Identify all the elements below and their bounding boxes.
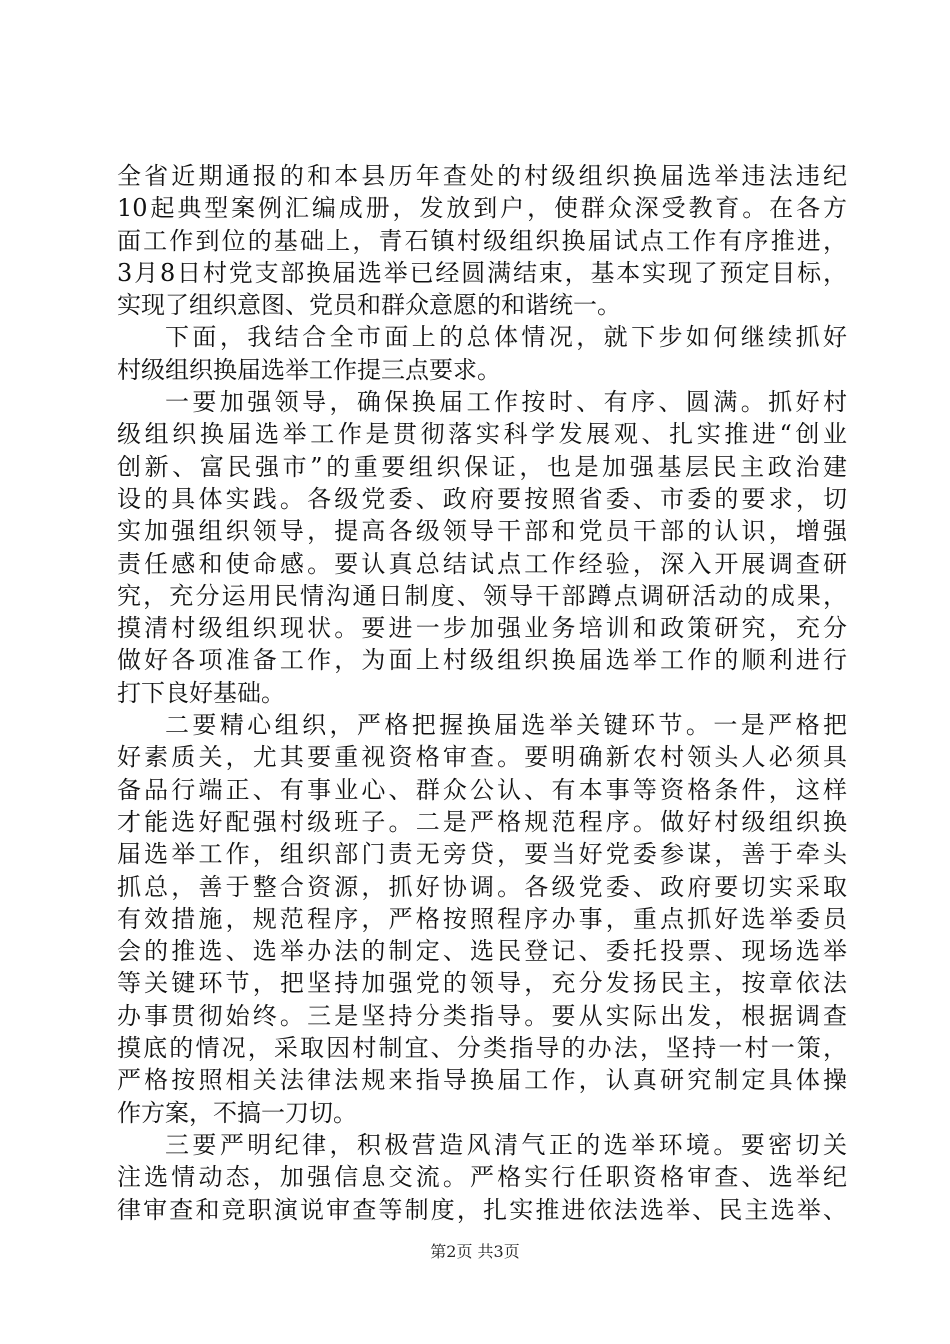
text-line: 才能选好配强村级班子。二是严格规范程序。做好村级组织换 <box>117 807 847 836</box>
text-line: 律审查和竞职演说审查等制度，扎实推进依法选举、民主选举、 <box>117 1195 847 1224</box>
text-line: 抓总，善于整合资源，抓好协调。各级党委、政府要切实采取 <box>117 872 847 901</box>
text-line: 好素质关，尤其要重视资格审查。要明确新农村领头人必须具 <box>117 743 847 772</box>
text-line: 创新、富民强市”的重要组织保证，也是加强基层民主政治建 <box>117 452 847 481</box>
text-line: 实现了组织意图、党员和群众意愿的和谐统一。 <box>117 291 621 320</box>
text-line: 三要严明纪律，积极营造风清气正的选举环境。要密切关 <box>165 1130 847 1159</box>
body-text <box>117 160 847 1226</box>
text-line: 下面，我结合全市面上的总体情况，就下步如何继续抓好 <box>165 323 847 352</box>
page-number: 第2页 共3页 <box>430 1242 520 1261</box>
text-line: 会的推选、选举办法的制定、选民登记、委托投票、现场选举 <box>117 937 847 966</box>
text-line: 3月8日村党支部换届选举已经圆满结束，基本实现了预定目标， <box>117 258 847 287</box>
text-line: 二要精心组织，严格把握换届选举关键环节。一是严格把 <box>165 711 847 740</box>
text-line: 实加强组织领导，提高各级领导干部和党员干部的认识，增强 <box>117 517 847 546</box>
text-line: 级组织换届选举工作是贯彻落实科学发展观、扎实推进“创业 <box>117 420 847 449</box>
text-line: 设的具体实践。各级党委、政府要按照省委、市委的要求，切 <box>117 484 847 513</box>
page-footer <box>0 1242 950 1262</box>
text-line: 全省近期通报的和本县历年查处的村级组织换届选举违法违纪 <box>117 162 847 190</box>
text-line: 有效措施，规范程序，严格按照程序办事，重点抓好选举委员 <box>117 904 847 933</box>
text-line: 10起典型案例汇编成册，发放到户，使群众深受教育。在各方 <box>117 194 847 223</box>
text-line: 办事贯彻始终。三是坚持分类指导。要从实际出发，根据调查 <box>117 1001 847 1030</box>
text-line: 届选举工作，组织部门责无旁贷，要当好党委参谋，善于牵头 <box>117 840 847 869</box>
text-line: 摸底的情况，采取因村制宜、分类指导的办法，坚持一村一策， <box>117 1034 847 1063</box>
text-line: 备品行端正、有事业心、群众公认、有本事等资格条件，这样 <box>117 775 847 804</box>
text-line: 责任感和使命感。要认真总结试点工作经验，深入开展调查研 <box>117 549 847 578</box>
text-line: 村级组织换届选举工作提三点要求。 <box>117 355 501 384</box>
text-line: 究，充分运用民情沟通日制度、领导干部蹲点调研活动的成果， <box>117 581 847 610</box>
text-line: 做好各项准备工作，为面上村级组织换届选举工作的顺利进行 <box>117 646 847 675</box>
text-line: 摸清村级组织现状。要进一步加强业务培训和政策研究，充分 <box>117 614 847 643</box>
text-line: 一要加强领导，确保换届工作按时、有序、圆满。抓好村 <box>165 388 847 417</box>
text-line: 打下良好基础。 <box>117 678 285 707</box>
text-line: 面工作到位的基础上，青石镇村级组织换届试点工作有序推进， <box>117 226 847 255</box>
text-line: 注选情动态，加强信息交流。严格实行任职资格审查、选举纪 <box>117 1163 847 1192</box>
text-line: 等关键环节，把坚持加强党的领导，充分发扬民主，按章依法 <box>117 969 847 998</box>
text-line: 作方案，不搞一刀切。 <box>117 1098 357 1127</box>
text-line: 严格按照相关法律法规来指导换届工作，认真研究制定具体操 <box>117 1066 847 1095</box>
